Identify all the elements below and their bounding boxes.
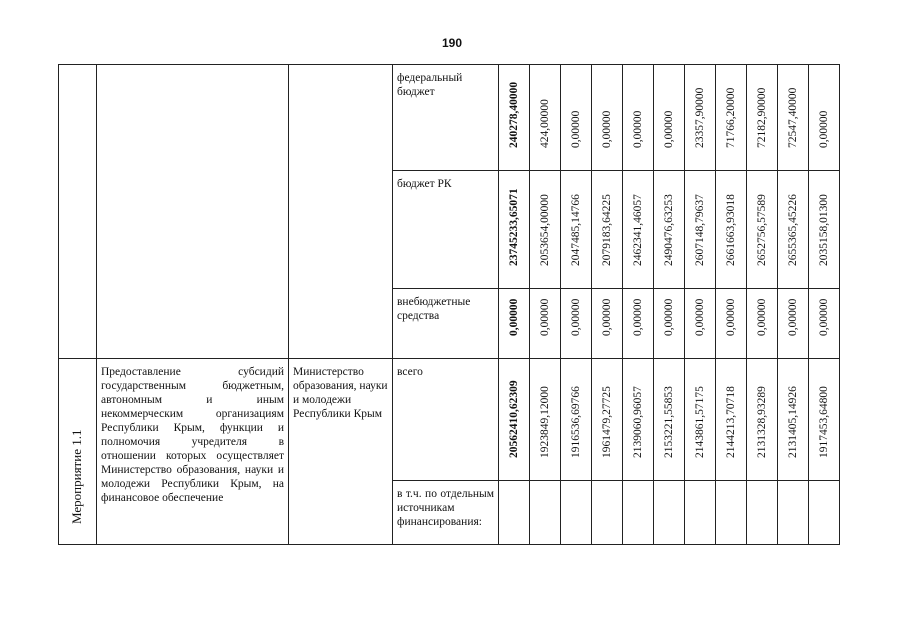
- funding-source: федеральный бюджет: [397, 72, 463, 98]
- source-cell: [393, 171, 499, 289]
- budget-table: [58, 64, 840, 545]
- year-value: 2490476,63253: [663, 194, 675, 266]
- funding-source: всего: [397, 366, 423, 378]
- year-value: 0,00000: [818, 298, 830, 336]
- year-value: 2079183,64225: [601, 194, 613, 266]
- value-cell: [716, 289, 747, 359]
- total-cell: [499, 359, 530, 481]
- year-value: 2655365,45226: [787, 194, 799, 266]
- year-value: 424,00000: [539, 99, 551, 148]
- year-value: 2053654,00000: [539, 194, 551, 266]
- source-cell: [393, 359, 499, 481]
- year-value: 0,00000: [570, 110, 582, 148]
- year-value: 0,00000: [570, 298, 582, 336]
- year-value: 1923849,12000: [539, 386, 551, 458]
- value-cell: [778, 289, 809, 359]
- description-cell-empty: [97, 65, 289, 359]
- value-cell: [623, 171, 654, 289]
- year-value: 1961479,27725: [601, 386, 613, 458]
- year-value: 2035158,01300: [818, 194, 830, 266]
- year-value: 0,00000: [663, 298, 675, 336]
- value-cell: [747, 65, 778, 171]
- value-cell: [530, 65, 561, 171]
- page-number: 190: [441, 36, 463, 50]
- value-cell: [809, 289, 840, 359]
- value-cell: [685, 171, 716, 289]
- funding-source: в т.ч. по отдельным источникам финансирования:: [397, 488, 494, 528]
- empty-cell: [592, 481, 623, 545]
- measure-description-cell: [97, 359, 289, 545]
- value-cell: [592, 171, 623, 289]
- executor-cell-empty: [289, 65, 393, 359]
- measure-label: Мероприятие 1.1: [68, 429, 84, 524]
- year-value: 2607148,79637: [694, 194, 706, 266]
- value-cell: [623, 289, 654, 359]
- year-value: 72547,40000: [787, 87, 799, 148]
- empty-cell: [561, 481, 592, 545]
- total-cell: [499, 289, 530, 359]
- year-value: 1917453,64800: [818, 386, 830, 458]
- table-row: [59, 359, 840, 481]
- value-cell: [530, 289, 561, 359]
- year-value: 0,00000: [787, 298, 799, 336]
- value-cell: [561, 359, 592, 481]
- value-cell: [747, 289, 778, 359]
- value-cell: [809, 359, 840, 481]
- value-cell: [685, 359, 716, 481]
- value-cell: [530, 359, 561, 481]
- empty-cell: [716, 481, 747, 545]
- executor-cell: [289, 359, 393, 545]
- value-cell: [809, 65, 840, 171]
- year-value: 0,00000: [756, 298, 768, 336]
- value-cell: [778, 359, 809, 481]
- empty-cell: [530, 481, 561, 545]
- empty-cell: [778, 481, 809, 545]
- table-row: [59, 65, 840, 171]
- source-cell: [393, 289, 499, 359]
- total-cell: [499, 171, 530, 289]
- value-cell: [654, 359, 685, 481]
- year-value: 2131405,14926: [787, 386, 799, 458]
- year-value: 0,00000: [725, 298, 737, 336]
- measure-label-cell: [59, 359, 97, 545]
- empty-cell: [685, 481, 716, 545]
- total-value: 20562410,62309: [508, 380, 520, 458]
- year-value: 0,00000: [539, 298, 551, 336]
- executor-name: Министерство образования, науки и молодежи Республики Крым: [293, 366, 388, 420]
- empty-cell: [747, 481, 778, 545]
- year-value: 1916536,69766: [570, 386, 582, 458]
- year-value: 0,00000: [818, 110, 830, 148]
- year-value: 0,00000: [632, 298, 644, 336]
- year-value: 71766,20000: [725, 87, 737, 148]
- value-cell: [561, 65, 592, 171]
- value-cell: [623, 65, 654, 171]
- year-value: 2143861,57175: [694, 386, 706, 458]
- value-cell: [716, 359, 747, 481]
- value-cell: [716, 171, 747, 289]
- label-cell-empty: [59, 65, 97, 359]
- value-cell: [747, 359, 778, 481]
- funding-source: внебюджетные средства: [397, 296, 471, 322]
- value-cell: [623, 359, 654, 481]
- empty-cell: [499, 481, 530, 545]
- year-value: 2144213,70718: [725, 386, 737, 458]
- value-cell: [778, 171, 809, 289]
- source-cell: [393, 481, 499, 545]
- source-cell: [393, 65, 499, 171]
- value-cell: [654, 65, 685, 171]
- year-value: 72182,90000: [756, 87, 768, 148]
- year-value: 0,00000: [632, 110, 644, 148]
- funding-source: бюджет РК: [397, 178, 452, 190]
- year-value: 2462341,46057: [632, 194, 644, 266]
- value-cell: [592, 289, 623, 359]
- value-cell: [685, 65, 716, 171]
- total-value: 23745233,65071: [508, 188, 520, 266]
- value-cell: [561, 171, 592, 289]
- year-value: 2139060,96057: [632, 386, 644, 458]
- year-value: 2131328,93289: [756, 386, 768, 458]
- empty-cell: [654, 481, 685, 545]
- year-value: 23357,90000: [694, 87, 706, 148]
- year-value: 0,00000: [601, 110, 613, 148]
- value-cell: [530, 171, 561, 289]
- measure-description: Предоставление субсидий государственным бюджетным, автономным и иным некоммерческим организациям Республики Крым, функции и полномочия учредителя в отношении которых осуществляет Министерство образования, науки и молодежи Республики Крым, на финансовое обеспечение: [101, 366, 284, 504]
- total-value: 240278,40000: [508, 81, 520, 148]
- empty-cell: [809, 481, 840, 545]
- value-cell: [778, 65, 809, 171]
- empty-cell: [623, 481, 654, 545]
- value-cell: [654, 171, 685, 289]
- value-cell: [685, 289, 716, 359]
- value-cell: [592, 65, 623, 171]
- year-value: 0,00000: [694, 298, 706, 336]
- value-cell: [716, 65, 747, 171]
- year-value: 2661663,93018: [725, 194, 737, 266]
- value-cell: [592, 359, 623, 481]
- year-value: 2047485,14766: [570, 194, 582, 266]
- year-value: 2652756,57589: [756, 194, 768, 266]
- total-cell: [499, 65, 530, 171]
- value-cell: [809, 171, 840, 289]
- year-value: 2153221,55853: [663, 386, 675, 458]
- year-value: 0,00000: [663, 110, 675, 148]
- value-cell: [561, 289, 592, 359]
- year-value: 0,00000: [601, 298, 613, 336]
- total-value: 0,00000: [508, 298, 520, 336]
- value-cell: [654, 289, 685, 359]
- value-cell: [747, 171, 778, 289]
